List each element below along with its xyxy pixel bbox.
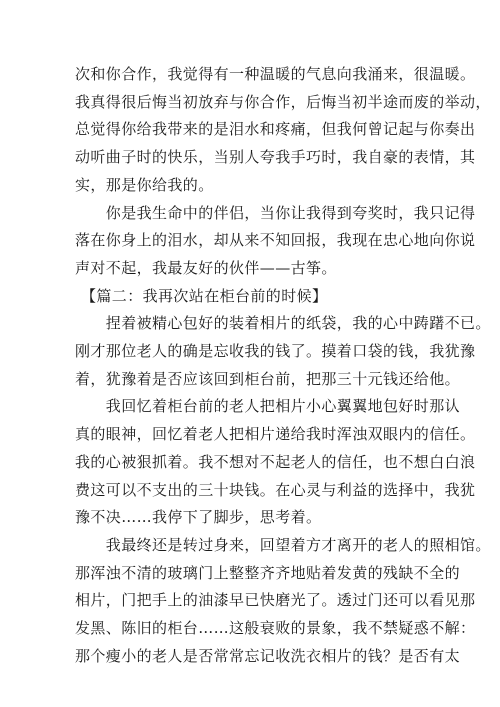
paragraph-4 [75,393,476,532]
text-line: 捏着被精心包好的装着相片的纸袋，我的心中踌躇不已。 [75,314,491,333]
text-line: 着，犹豫着是否应该回到柜台前，把那三十元钱还给他。 [75,369,461,388]
paragraph-2 [75,200,476,283]
text-line: 实，那是你给我的。 [75,175,214,194]
text-line: 动听曲子时的快乐，当别人夸我手巧时，我自豪的表情，其 [75,148,476,167]
paragraph-5 [75,532,491,671]
text-line: 你是我生命中的伴侣，当你让我得到夸奖时，我只记得 [75,203,476,222]
text-line: 次和你合作，我觉得有一种温暖的气息向我涌来，很温暖。 [75,65,476,83]
text-line: 发黑、陈旧的柜台……这般衰败的景象，我不禁疑惑不解： [75,619,476,638]
text-line: 豫不决……我停下了脚步，思考着。 [75,508,322,527]
text-line: 我最终还是转过身来，回望着方才离开的老人的照相馆。 [75,535,491,554]
text-line: 费这可以不支出的三十块钱。在心灵与利益的选择中，我犹 [75,480,476,499]
text-line: 声对不起，我最友好的伙伴——古筝。 [75,258,337,277]
text-line: 我真得很后悔当初放弃与你合作，后悔当初半途而废的举动， [75,92,491,111]
paragraph-3 [75,310,491,393]
text-line: 相片，门把手上的油漆早已快磨光了。透过门还可以看见那 [75,591,476,610]
text-line: 真的眼神，回忆着老人把相片递给我时浑浊双眼内的信任。 [75,425,476,444]
paragraph-1 [75,61,491,200]
section-heading: 【篇二：我再次站在柜台前的时候】 [81,286,328,305]
text-line: 那个瘦小的老人是否常常忘记收洗衣相片的钱？是否有太 [75,646,461,665]
text-line: 那浑浊不清的玻璃门上整整齐齐地贴着发黄的残缺不全的 [75,563,461,582]
text-line: 总觉得你给我带来的是泪水和疼痛，但我何曾记起与你奏出 [75,120,476,139]
text-line: 我回忆着柜台前的老人把相片小心翼翼地包好时那认 [75,397,461,416]
text-line: 落在你身上的泪水，却从来不知回报，我现在忠心地向你说 [75,231,476,250]
text-line: 我的心被狠抓着。我不想对不起老人的信任，也不想白白浪 [75,452,476,471]
text-line: 刚才那位老人的确是忘收我的钱了。摸着口袋的钱，我犹豫 [75,342,476,361]
